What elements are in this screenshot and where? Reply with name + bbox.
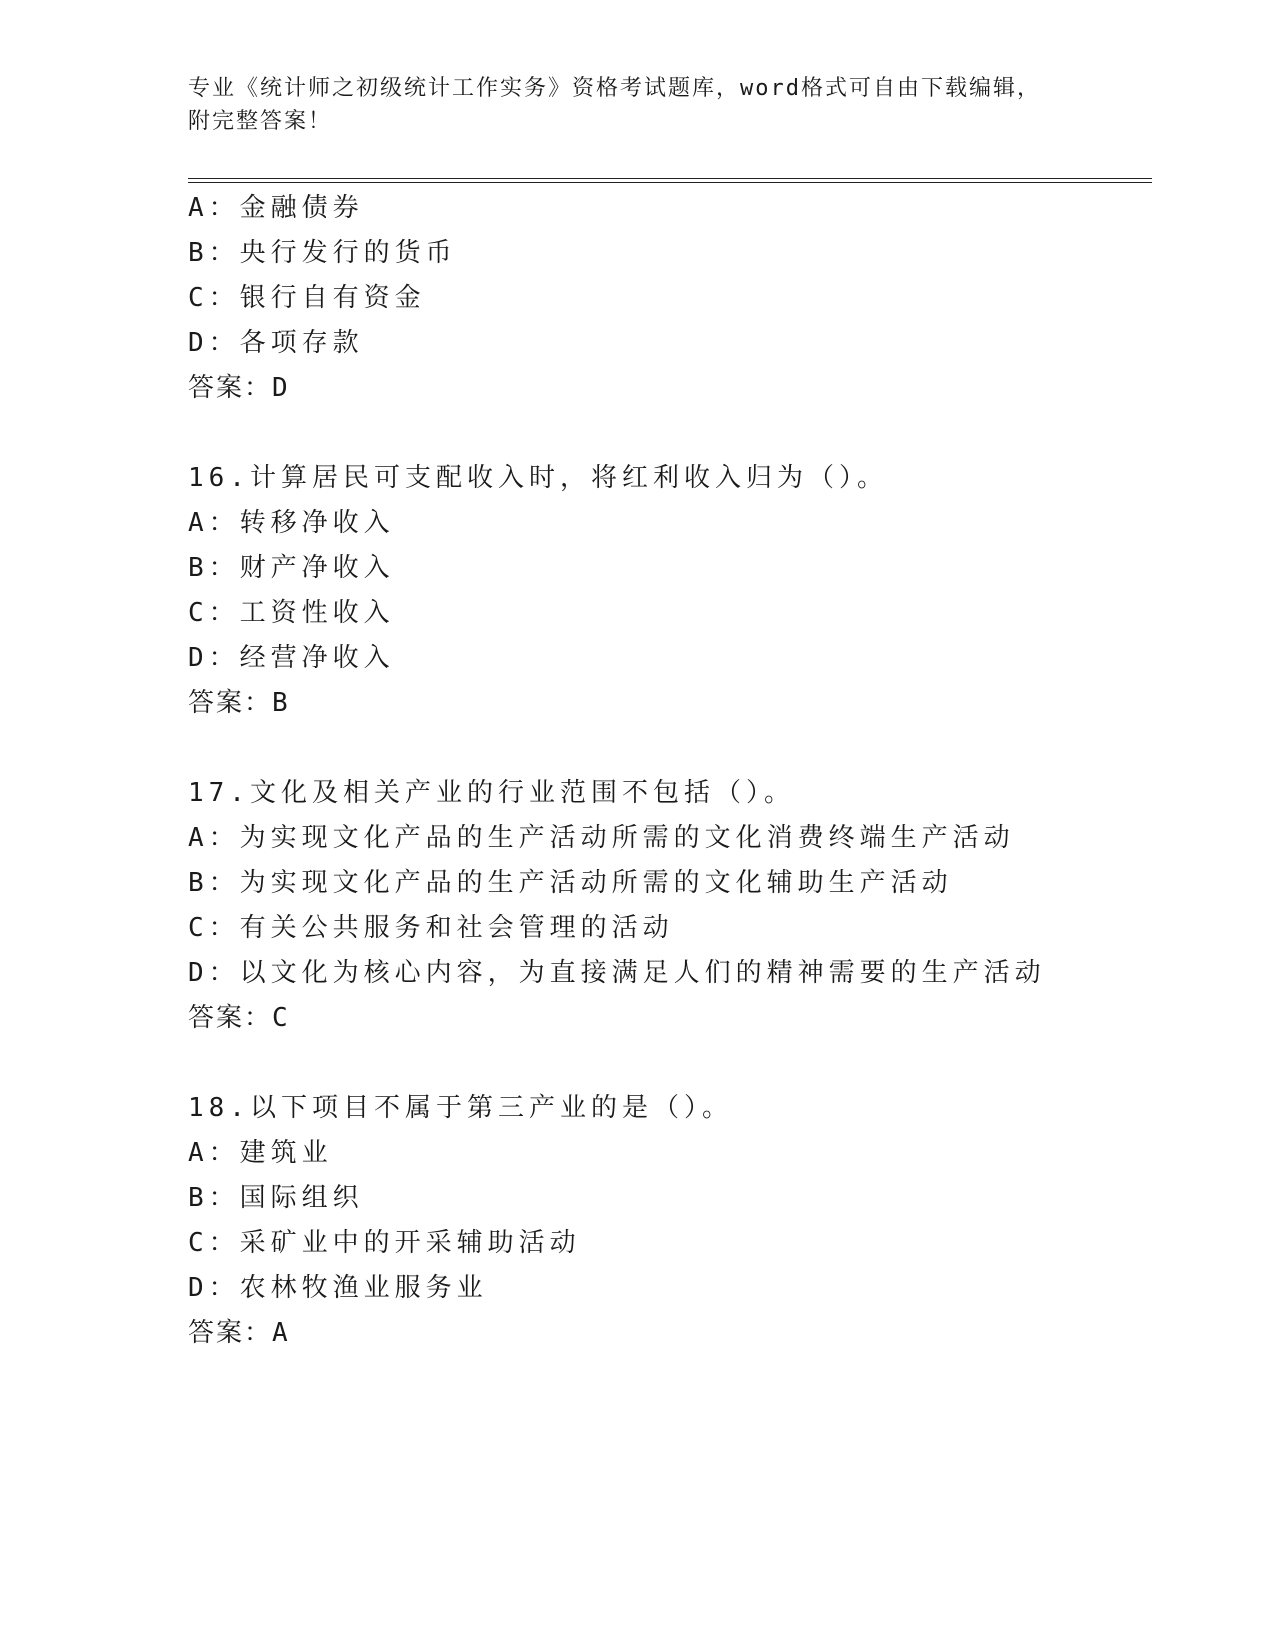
q15-answer: 答案：D (188, 373, 290, 403)
q15-option-c: C：银行自有资金 (188, 283, 426, 313)
q16-question: 16.计算居民可支配收入时，将红利收入归为（）。 (188, 463, 888, 493)
q16-option-d: D：经营净收入 (188, 643, 395, 673)
q16-option-a: A：转移净收入 (188, 508, 395, 538)
q15-option-b: B：央行发行的货币 (188, 238, 457, 268)
header-line-1: 专业《统计师之初级统计工作实务》资格考试题库，word格式可自由下载编辑， (188, 76, 1041, 101)
q16-option-c: C：工资性收入 (188, 598, 395, 628)
q17-option-a: A：为实现文化产品的生产活动所需的文化消费终端生产活动 (188, 823, 1015, 853)
q17-question: 17.文化及相关产业的行业范围不包括（）。 (188, 778, 795, 808)
q17-option-c: C：有关公共服务和社会管理的活动 (188, 913, 674, 943)
header-divider-bottom (188, 182, 1152, 183)
q18-option-c: C：采矿业中的开采辅助活动 (188, 1228, 581, 1258)
q18-question: 18.以下项目不属于第三产业的是（）。 (188, 1093, 733, 1123)
q16-option-b: B：财产净收入 (188, 553, 395, 583)
document-header (188, 72, 1088, 138)
q17-option-d: D：以文化为核心内容，为直接满足人们的精神需要的生产活动 (188, 958, 1046, 988)
q15-option-a: A：金融债券 (188, 193, 364, 223)
header-divider-top (188, 178, 1152, 179)
q18-option-a: A：建筑业 (188, 1138, 333, 1168)
q16-answer: 答案：B (188, 688, 290, 718)
q15-option-d: D：各项存款 (188, 328, 364, 358)
header-line-2: 附完整答案！ (188, 109, 333, 134)
q18-option-d: D：农林牧渔业服务业 (188, 1273, 488, 1303)
q17-option-b: B：为实现文化产品的生产活动所需的文化辅助生产活动 (188, 868, 953, 898)
q18-answer: 答案：A (188, 1318, 290, 1348)
q18-option-b: B：国际组织 (188, 1183, 364, 1213)
q17-answer: 答案：C (188, 1003, 290, 1033)
